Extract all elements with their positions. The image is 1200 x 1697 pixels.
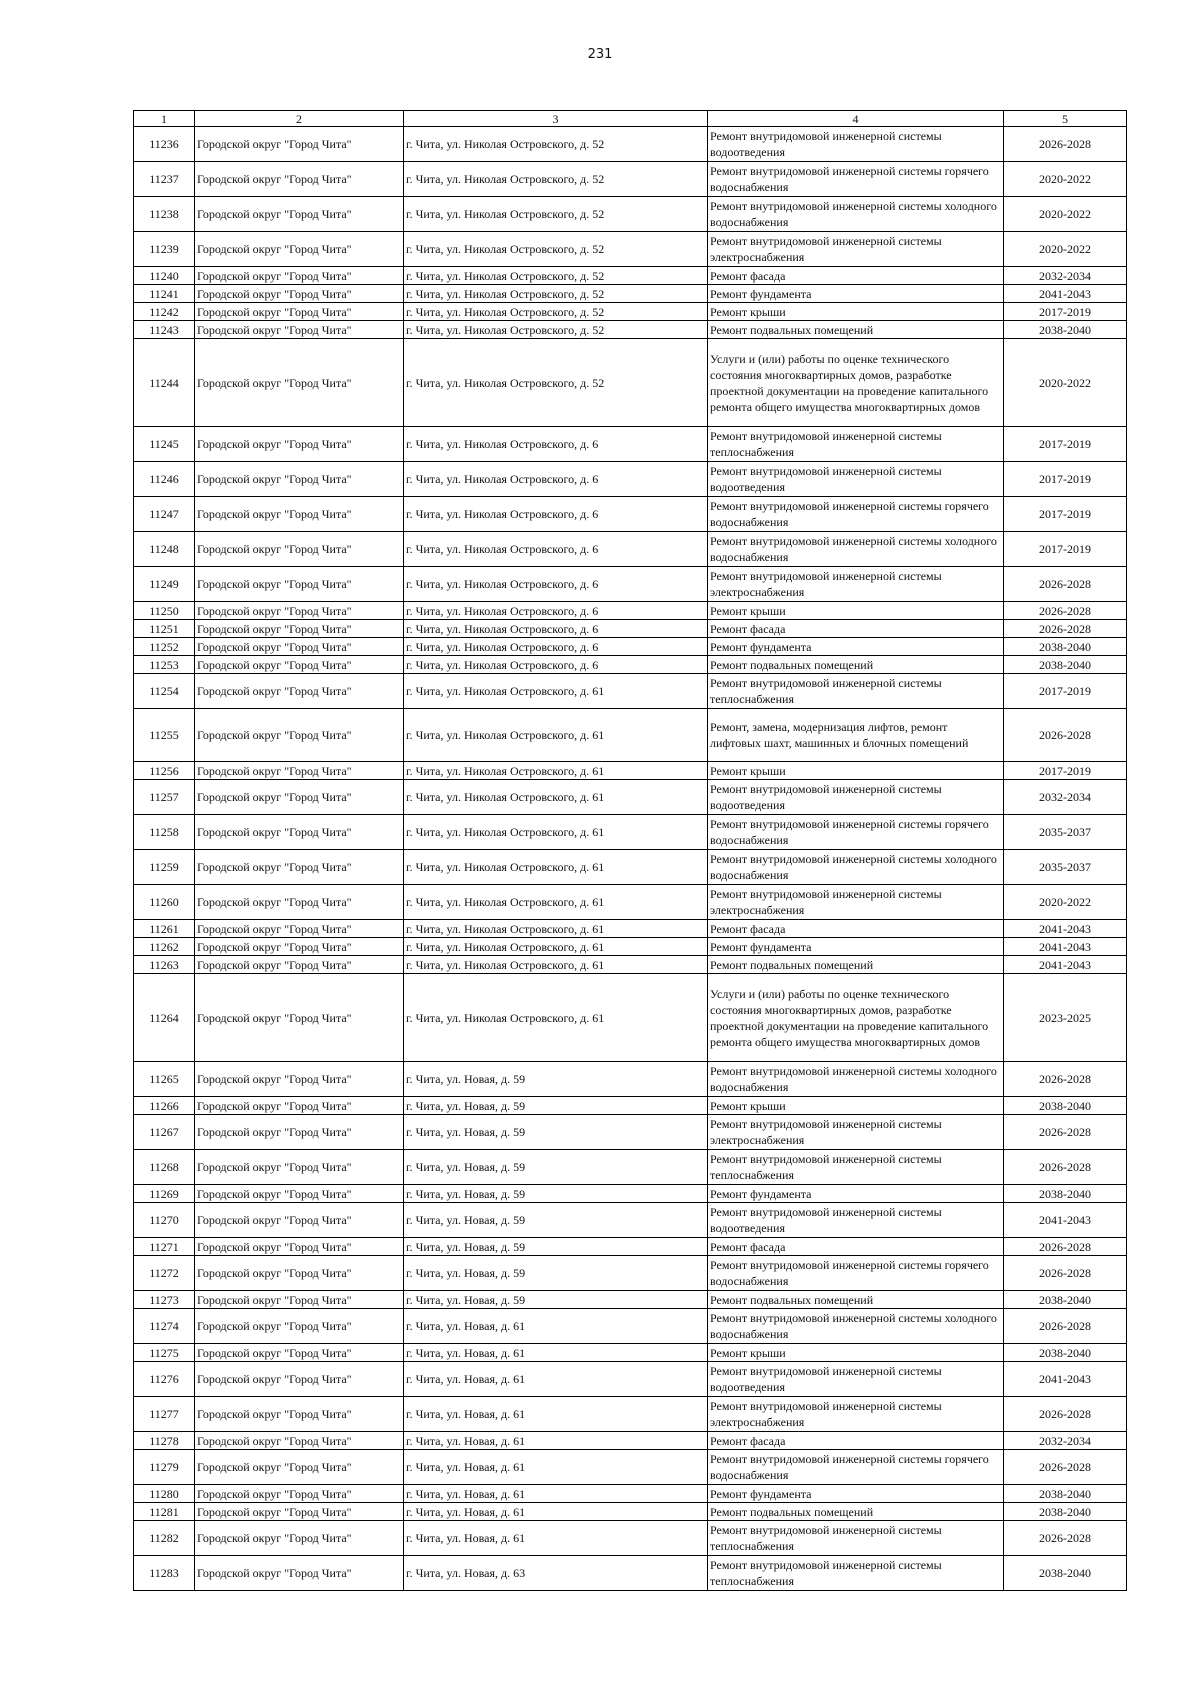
municipality-cell: Городской округ "Город Чита" (195, 1291, 404, 1309)
row-number-cell: 11281 (134, 1503, 195, 1521)
work-type-cell: Ремонт крыши (708, 303, 1004, 321)
address-cell: г. Чита, ул. Новая, д. 59 (404, 1150, 708, 1185)
row-number-cell: 11263 (134, 956, 195, 974)
municipality-cell: Городской округ "Город Чита" (195, 1450, 404, 1485)
work-type-cell: Ремонт внутридомовой инженерной системы теплоснабжения (708, 1150, 1004, 1185)
work-type-cell: Ремонт фасада (708, 1238, 1004, 1256)
municipality-cell: Городской округ "Город Чита" (195, 885, 404, 920)
table-row (134, 815, 1127, 850)
period-cell: 2026-2028 (1004, 1309, 1127, 1344)
row-number-cell: 11242 (134, 303, 195, 321)
municipality-cell: Городской округ "Город Чита" (195, 162, 404, 197)
municipality-cell: Городской округ "Город Чита" (195, 303, 404, 321)
address-cell: г. Чита, ул. Новая, д. 59 (404, 1115, 708, 1150)
municipality-cell: Городской округ "Город Чита" (195, 1485, 404, 1503)
municipality-cell: Городской округ "Город Чита" (195, 1503, 404, 1521)
row-number-cell: 11264 (134, 974, 195, 1062)
address-cell: г. Чита, ул. Николая Островского, д. 52 (404, 285, 708, 303)
address-cell: г. Чита, ул. Николая Островского, д. 6 (404, 620, 708, 638)
period-cell: 2041-2043 (1004, 1362, 1127, 1397)
table-row (134, 656, 1127, 674)
period-cell: 2026-2028 (1004, 620, 1127, 638)
address-cell: г. Чита, ул. Николая Островского, д. 6 (404, 602, 708, 620)
period-cell: 2026-2028 (1004, 1238, 1127, 1256)
address-cell: г. Чита, ул. Новая, д. 61 (404, 1485, 708, 1503)
work-type-cell: Ремонт фундамента (708, 1485, 1004, 1503)
address-cell: г. Чита, ул. Николая Островского, д. 52 (404, 197, 708, 232)
municipality-cell: Городской округ "Город Чита" (195, 285, 404, 303)
period-cell: 2026-2028 (1004, 1115, 1127, 1150)
period-cell: 2017-2019 (1004, 303, 1127, 321)
address-cell: г. Чита, ул. Новая, д. 61 (404, 1362, 708, 1397)
address-cell: г. Чита, ул. Николая Островского, д. 6 (404, 532, 708, 567)
municipality-cell: Городской округ "Город Чита" (195, 1203, 404, 1238)
municipality-cell: Городской округ "Город Чита" (195, 920, 404, 938)
table-row (134, 1203, 1127, 1238)
municipality-cell: Городской округ "Город Чита" (195, 1097, 404, 1115)
work-type-cell: Ремонт внутридомовой инженерной системы теплоснабжения (708, 674, 1004, 709)
period-cell: 2038-2040 (1004, 321, 1127, 339)
period-cell: 2035-2037 (1004, 850, 1127, 885)
column-header: 3 (404, 111, 708, 127)
address-cell: г. Чита, ул. Николая Островского, д. 52 (404, 232, 708, 267)
address-cell: г. Чита, ул. Николая Островского, д. 6 (404, 462, 708, 497)
row-number-cell: 11251 (134, 620, 195, 638)
period-cell: 2038-2040 (1004, 1556, 1127, 1591)
work-type-cell: Ремонт крыши (708, 1344, 1004, 1362)
table-row (134, 303, 1127, 321)
municipality-cell: Городской округ "Город Чита" (195, 762, 404, 780)
municipality-cell: Городской округ "Город Чита" (195, 267, 404, 285)
table-row (134, 938, 1127, 956)
table-row (134, 285, 1127, 303)
column-header: 5 (1004, 111, 1127, 127)
table-row (134, 1238, 1127, 1256)
municipality-cell: Городской округ "Город Чита" (195, 1556, 404, 1591)
table-row (134, 974, 1127, 1062)
address-cell: г. Чита, ул. Новая, д. 59 (404, 1097, 708, 1115)
work-type-cell: Услуги и (или) работы по оценке технического состояния многоквартирных домов, разработке проектной документации на проведение капитального ремонта общего имущества многоквартирных домов (708, 339, 1004, 427)
period-cell: 2026-2028 (1004, 1450, 1127, 1485)
address-cell: г. Чита, ул. Николая Островского, д. 61 (404, 762, 708, 780)
row-number-cell: 11273 (134, 1291, 195, 1309)
table-row (134, 602, 1127, 620)
address-cell: г. Чита, ул. Николая Островского, д. 52 (404, 321, 708, 339)
table-row (134, 1062, 1127, 1097)
municipality-cell: Городской округ "Город Чита" (195, 339, 404, 427)
municipality-cell: Городской округ "Город Чита" (195, 1115, 404, 1150)
work-type-cell: Ремонт, замена, модернизация лифтов, ремонт лифтовых шахт, машинных и блочных помещений (708, 709, 1004, 762)
address-cell: г. Чита, ул. Николая Островского, д. 6 (404, 497, 708, 532)
period-cell: 2026-2028 (1004, 709, 1127, 762)
address-cell: г. Чита, ул. Новая, д. 61 (404, 1450, 708, 1485)
table-row (134, 1521, 1127, 1556)
table-row (134, 762, 1127, 780)
municipality-cell: Городской округ "Город Чита" (195, 638, 404, 656)
address-cell: г. Чита, ул. Николая Островского, д. 61 (404, 956, 708, 974)
period-cell: 2017-2019 (1004, 462, 1127, 497)
address-cell: г. Чита, ул. Новая, д. 59 (404, 1238, 708, 1256)
table-row (134, 497, 1127, 532)
work-type-cell: Ремонт внутридомовой инженерной системы горячего водоснабжения (708, 1450, 1004, 1485)
work-type-cell: Ремонт внутридомовой инженерной системы водоотведения (708, 1362, 1004, 1397)
work-type-cell: Ремонт внутридомовой инженерной системы электроснабжения (708, 885, 1004, 920)
address-cell: г. Чита, ул. Новая, д. 59 (404, 1256, 708, 1291)
period-cell: 2041-2043 (1004, 920, 1127, 938)
work-type-cell: Ремонт фундамента (708, 1185, 1004, 1203)
table-row (134, 462, 1127, 497)
work-type-cell: Ремонт внутридомовой инженерной системы водоотведения (708, 127, 1004, 162)
work-type-cell: Ремонт фасада (708, 267, 1004, 285)
row-number-cell: 11275 (134, 1344, 195, 1362)
address-cell: г. Чита, ул. Николая Островского, д. 61 (404, 709, 708, 762)
municipality-cell: Городской округ "Город Чита" (195, 1150, 404, 1185)
municipality-cell: Городской округ "Город Чита" (195, 974, 404, 1062)
municipality-cell: Городской округ "Город Чита" (195, 850, 404, 885)
row-number-cell: 11257 (134, 780, 195, 815)
address-cell: г. Чита, ул. Новая, д. 61 (404, 1432, 708, 1450)
table-row (134, 780, 1127, 815)
period-cell: 2020-2022 (1004, 197, 1127, 232)
table-row (134, 1556, 1127, 1591)
municipality-cell: Городской округ "Город Чита" (195, 780, 404, 815)
municipality-cell: Городской округ "Город Чита" (195, 674, 404, 709)
municipality-cell: Городской округ "Город Чита" (195, 532, 404, 567)
row-number-cell: 11261 (134, 920, 195, 938)
work-type-cell: Ремонт внутридомовой инженерной системы электроснабжения (708, 232, 1004, 267)
row-number-cell: 11276 (134, 1362, 195, 1397)
row-number-cell: 11249 (134, 567, 195, 602)
address-cell: г. Чита, ул. Николая Островского, д. 61 (404, 920, 708, 938)
work-type-cell: Ремонт подвальных помещений (708, 321, 1004, 339)
address-cell: г. Чита, ул. Новая, д. 59 (404, 1291, 708, 1309)
municipality-cell: Городской округ "Город Чита" (195, 709, 404, 762)
row-number-cell: 11241 (134, 285, 195, 303)
address-cell: г. Чита, ул. Николая Островского, д. 52 (404, 127, 708, 162)
work-type-cell: Ремонт крыши (708, 1097, 1004, 1115)
municipality-cell: Городской округ "Город Чита" (195, 1521, 404, 1556)
municipality-cell: Городской округ "Город Чита" (195, 1344, 404, 1362)
work-type-cell: Ремонт внутридомовой инженерной системы холодного водоснабжения (708, 532, 1004, 567)
address-cell: г. Чита, ул. Новая, д. 63 (404, 1556, 708, 1591)
work-type-cell: Ремонт внутридомовой инженерной системы водоотведения (708, 462, 1004, 497)
row-number-cell: 11272 (134, 1256, 195, 1291)
work-type-cell: Ремонт фундамента (708, 285, 1004, 303)
row-number-cell: 11268 (134, 1150, 195, 1185)
municipality-cell: Городской округ "Город Чита" (195, 1362, 404, 1397)
row-number-cell: 11245 (134, 427, 195, 462)
work-type-cell: Ремонт внутридомовой инженерной системы водоотведения (708, 780, 1004, 815)
work-type-cell: Ремонт внутридомовой инженерной системы горячего водоснабжения (708, 815, 1004, 850)
table-row (134, 1450, 1127, 1485)
address-cell: г. Чита, ул. Новая, д. 59 (404, 1203, 708, 1238)
table-row (134, 1291, 1127, 1309)
municipality-cell: Городской округ "Город Чита" (195, 1432, 404, 1450)
work-type-cell: Ремонт подвальных помещений (708, 1503, 1004, 1521)
work-type-cell: Ремонт подвальных помещений (708, 656, 1004, 674)
work-type-cell: Ремонт внутридомовой инженерной системы электроснабжения (708, 1115, 1004, 1150)
row-number-cell: 11243 (134, 321, 195, 339)
work-type-cell: Ремонт внутридомовой инженерной системы холодного водоснабжения (708, 1062, 1004, 1097)
address-cell: г. Чита, ул. Новая, д. 61 (404, 1309, 708, 1344)
row-number-cell: 11254 (134, 674, 195, 709)
row-number-cell: 11262 (134, 938, 195, 956)
work-type-cell: Ремонт фундамента (708, 938, 1004, 956)
work-type-cell: Ремонт внутридомовой инженерной системы холодного водоснабжения (708, 197, 1004, 232)
row-number-cell: 11271 (134, 1238, 195, 1256)
period-cell: 2026-2028 (1004, 1150, 1127, 1185)
work-type-cell: Ремонт крыши (708, 762, 1004, 780)
address-cell: г. Чита, ул. Новая, д. 59 (404, 1185, 708, 1203)
address-cell: г. Чита, ул. Николая Островского, д. 61 (404, 938, 708, 956)
period-cell: 2026-2028 (1004, 1397, 1127, 1432)
address-cell: г. Чита, ул. Николая Островского, д. 61 (404, 674, 708, 709)
municipality-cell: Городской округ "Город Чита" (195, 956, 404, 974)
period-cell: 2041-2043 (1004, 1203, 1127, 1238)
municipality-cell: Городской округ "Город Чита" (195, 1185, 404, 1203)
period-cell: 2017-2019 (1004, 427, 1127, 462)
municipality-cell: Городской округ "Город Чита" (195, 321, 404, 339)
row-number-cell: 11277 (134, 1397, 195, 1432)
period-cell: 2032-2034 (1004, 267, 1127, 285)
row-number-cell: 11248 (134, 532, 195, 567)
period-cell: 2020-2022 (1004, 232, 1127, 267)
period-cell: 2032-2034 (1004, 1432, 1127, 1450)
period-cell: 2041-2043 (1004, 285, 1127, 303)
address-cell: г. Чита, ул. Новая, д. 61 (404, 1503, 708, 1521)
address-cell: г. Чита, ул. Николая Островского, д. 52 (404, 267, 708, 285)
table-row (134, 1362, 1127, 1397)
row-number-cell: 11246 (134, 462, 195, 497)
address-cell: г. Чита, ул. Николая Островского, д. 52 (404, 162, 708, 197)
work-type-cell: Ремонт подвальных помещений (708, 1291, 1004, 1309)
period-cell: 2023-2025 (1004, 974, 1127, 1062)
work-type-cell: Ремонт внутридомовой инженерной системы теплоснабжения (708, 1521, 1004, 1556)
row-number-cell: 11250 (134, 602, 195, 620)
period-cell: 2026-2028 (1004, 1521, 1127, 1556)
municipality-cell: Городской округ "Город Чита" (195, 1256, 404, 1291)
period-cell: 2035-2037 (1004, 815, 1127, 850)
table-row (134, 339, 1127, 427)
period-cell: 2038-2040 (1004, 656, 1127, 674)
column-header: 1 (134, 111, 195, 127)
work-type-cell: Ремонт внутридомовой инженерной системы теплоснабжения (708, 427, 1004, 462)
municipality-cell: Городской округ "Город Чита" (195, 567, 404, 602)
municipality-cell: Городской округ "Город Чита" (195, 462, 404, 497)
table-row (134, 1185, 1127, 1203)
row-number-cell: 11270 (134, 1203, 195, 1238)
table-row (134, 638, 1127, 656)
row-number-cell: 11239 (134, 232, 195, 267)
row-number-cell: 11237 (134, 162, 195, 197)
row-number-cell: 11282 (134, 1521, 195, 1556)
municipality-cell: Городской округ "Город Чита" (195, 1309, 404, 1344)
table-row (134, 1503, 1127, 1521)
period-cell: 2026-2028 (1004, 602, 1127, 620)
row-number-cell: 11236 (134, 127, 195, 162)
period-cell: 2041-2043 (1004, 938, 1127, 956)
table-row (134, 267, 1127, 285)
municipality-cell: Городской округ "Город Чита" (195, 815, 404, 850)
work-type-cell: Ремонт крыши (708, 602, 1004, 620)
period-cell: 2038-2040 (1004, 1291, 1127, 1309)
address-cell: г. Чита, ул. Николая Островского, д. 52 (404, 303, 708, 321)
work-type-cell: Ремонт фасада (708, 620, 1004, 638)
row-number-cell: 11240 (134, 267, 195, 285)
column-header: 4 (708, 111, 1004, 127)
work-type-cell: Ремонт внутридомовой инженерной системы электроснабжения (708, 567, 1004, 602)
address-cell: г. Чита, ул. Николая Островского, д. 6 (404, 427, 708, 462)
work-type-cell: Услуги и (или) работы по оценке технического состояния многоквартирных домов, разработке проектной документации на проведение капитального ремонта общего имущества многоквартирных домов (708, 974, 1004, 1062)
table-row (134, 162, 1127, 197)
address-cell: г. Чита, ул. Новая, д. 61 (404, 1397, 708, 1432)
work-type-cell: Ремонт фасада (708, 1432, 1004, 1450)
municipality-cell: Городской округ "Город Чита" (195, 232, 404, 267)
row-number-cell: 11269 (134, 1185, 195, 1203)
period-cell: 2038-2040 (1004, 1097, 1127, 1115)
period-cell: 2038-2040 (1004, 1485, 1127, 1503)
table-row (134, 567, 1127, 602)
table-row (134, 1115, 1127, 1150)
work-type-cell: Ремонт внутридомовой инженерной системы холодного водоснабжения (708, 850, 1004, 885)
table-row (134, 674, 1127, 709)
work-type-cell: Ремонт внутридомовой инженерной системы холодного водоснабжения (708, 1309, 1004, 1344)
period-cell: 2017-2019 (1004, 532, 1127, 567)
table-row (134, 1150, 1127, 1185)
period-cell: 2041-2043 (1004, 956, 1127, 974)
row-number-cell: 11274 (134, 1309, 195, 1344)
table-row (134, 232, 1127, 267)
row-number-cell: 11266 (134, 1097, 195, 1115)
period-cell: 2038-2040 (1004, 1503, 1127, 1521)
row-number-cell: 11238 (134, 197, 195, 232)
table-row (134, 1256, 1127, 1291)
period-cell: 2017-2019 (1004, 497, 1127, 532)
address-cell: г. Чита, ул. Николая Островского, д. 61 (404, 974, 708, 1062)
table-row (134, 427, 1127, 462)
period-cell: 2026-2028 (1004, 567, 1127, 602)
municipality-cell: Городской округ "Город Чита" (195, 602, 404, 620)
address-cell: г. Чита, ул. Николая Островского, д. 6 (404, 656, 708, 674)
row-number-cell: 11278 (134, 1432, 195, 1450)
municipality-cell: Городской округ "Город Чита" (195, 1397, 404, 1432)
address-cell: г. Чита, ул. Николая Островского, д. 52 (404, 339, 708, 427)
period-cell: 2032-2034 (1004, 780, 1127, 815)
table-row (134, 321, 1127, 339)
period-cell: 2026-2028 (1004, 1062, 1127, 1097)
municipality-cell: Городской округ "Город Чита" (195, 1062, 404, 1097)
period-cell: 2020-2022 (1004, 339, 1127, 427)
row-number-cell: 11279 (134, 1450, 195, 1485)
row-number-cell: 11247 (134, 497, 195, 532)
municipality-cell: Городской округ "Город Чита" (195, 938, 404, 956)
address-cell: г. Чита, ул. Николая Островского, д. 61 (404, 850, 708, 885)
row-number-cell: 11267 (134, 1115, 195, 1150)
municipality-cell: Городской округ "Город Чита" (195, 497, 404, 532)
address-cell: г. Чита, ул. Николая Островского, д. 61 (404, 815, 708, 850)
table-row (134, 850, 1127, 885)
page-number: 231 (587, 47, 613, 62)
address-cell: г. Чита, ул. Николая Островского, д. 61 (404, 885, 708, 920)
work-type-cell: Ремонт фасада (708, 920, 1004, 938)
table-row (134, 620, 1127, 638)
row-number-cell: 11265 (134, 1062, 195, 1097)
period-cell: 2026-2028 (1004, 1256, 1127, 1291)
table-row (134, 1432, 1127, 1450)
row-number-cell: 11255 (134, 709, 195, 762)
table-row (134, 197, 1127, 232)
row-number-cell: 11244 (134, 339, 195, 427)
capital-repair-table (133, 110, 1127, 1591)
table-row (134, 1344, 1127, 1362)
row-number-cell: 11256 (134, 762, 195, 780)
work-type-cell: Ремонт внутридомовой инженерной системы горячего водоснабжения (708, 162, 1004, 197)
address-cell: г. Чита, ул. Новая, д. 59 (404, 1062, 708, 1097)
work-type-cell: Ремонт подвальных помещений (708, 956, 1004, 974)
address-cell: г. Чита, ул. Новая, д. 61 (404, 1344, 708, 1362)
work-type-cell: Ремонт внутридомовой инженерной системы горячего водоснабжения (708, 497, 1004, 532)
period-cell: 2026-2028 (1004, 127, 1127, 162)
table-row (134, 1485, 1127, 1503)
municipality-cell: Городской округ "Город Чита" (195, 127, 404, 162)
table-body (134, 127, 1127, 1591)
table-header-row (134, 111, 1127, 127)
row-number-cell: 11260 (134, 885, 195, 920)
column-header: 2 (195, 111, 404, 127)
table-row (134, 1397, 1127, 1432)
row-number-cell: 11259 (134, 850, 195, 885)
table-row (134, 885, 1127, 920)
work-type-cell: Ремонт внутридомовой инженерной системы теплоснабжения (708, 1556, 1004, 1591)
address-cell: г. Чита, ул. Николая Островского, д. 6 (404, 638, 708, 656)
row-number-cell: 11253 (134, 656, 195, 674)
table-row (134, 532, 1127, 567)
row-number-cell: 11258 (134, 815, 195, 850)
address-cell: г. Чита, ул. Николая Островского, д. 6 (404, 567, 708, 602)
address-cell: г. Чита, ул. Николая Островского, д. 61 (404, 780, 708, 815)
municipality-cell: Городской округ "Город Чита" (195, 656, 404, 674)
table-row (134, 127, 1127, 162)
table-row (134, 920, 1127, 938)
table-row (134, 1097, 1127, 1115)
period-cell: 2020-2022 (1004, 885, 1127, 920)
period-cell: 2017-2019 (1004, 674, 1127, 709)
work-type-cell: Ремонт внутридомовой инженерной системы электроснабжения (708, 1397, 1004, 1432)
municipality-cell: Городской округ "Город Чита" (195, 620, 404, 638)
table-row (134, 956, 1127, 974)
municipality-cell: Городской округ "Город Чита" (195, 1238, 404, 1256)
row-number-cell: 11252 (134, 638, 195, 656)
address-cell: г. Чита, ул. Новая, д. 61 (404, 1521, 708, 1556)
work-type-cell: Ремонт фундамента (708, 638, 1004, 656)
work-type-cell: Ремонт внутридомовой инженерной системы водоотведения (708, 1203, 1004, 1238)
period-cell: 2038-2040 (1004, 638, 1127, 656)
work-type-cell: Ремонт внутридомовой инженерной системы горячего водоснабжения (708, 1256, 1004, 1291)
table-row (134, 709, 1127, 762)
period-cell: 2038-2040 (1004, 1344, 1127, 1362)
municipality-cell: Городской округ "Город Чита" (195, 427, 404, 462)
row-number-cell: 11283 (134, 1556, 195, 1591)
period-cell: 2017-2019 (1004, 762, 1127, 780)
table-row (134, 1309, 1127, 1344)
row-number-cell: 11280 (134, 1485, 195, 1503)
period-cell: 2020-2022 (1004, 162, 1127, 197)
municipality-cell: Городской округ "Город Чита" (195, 197, 404, 232)
period-cell: 2038-2040 (1004, 1185, 1127, 1203)
